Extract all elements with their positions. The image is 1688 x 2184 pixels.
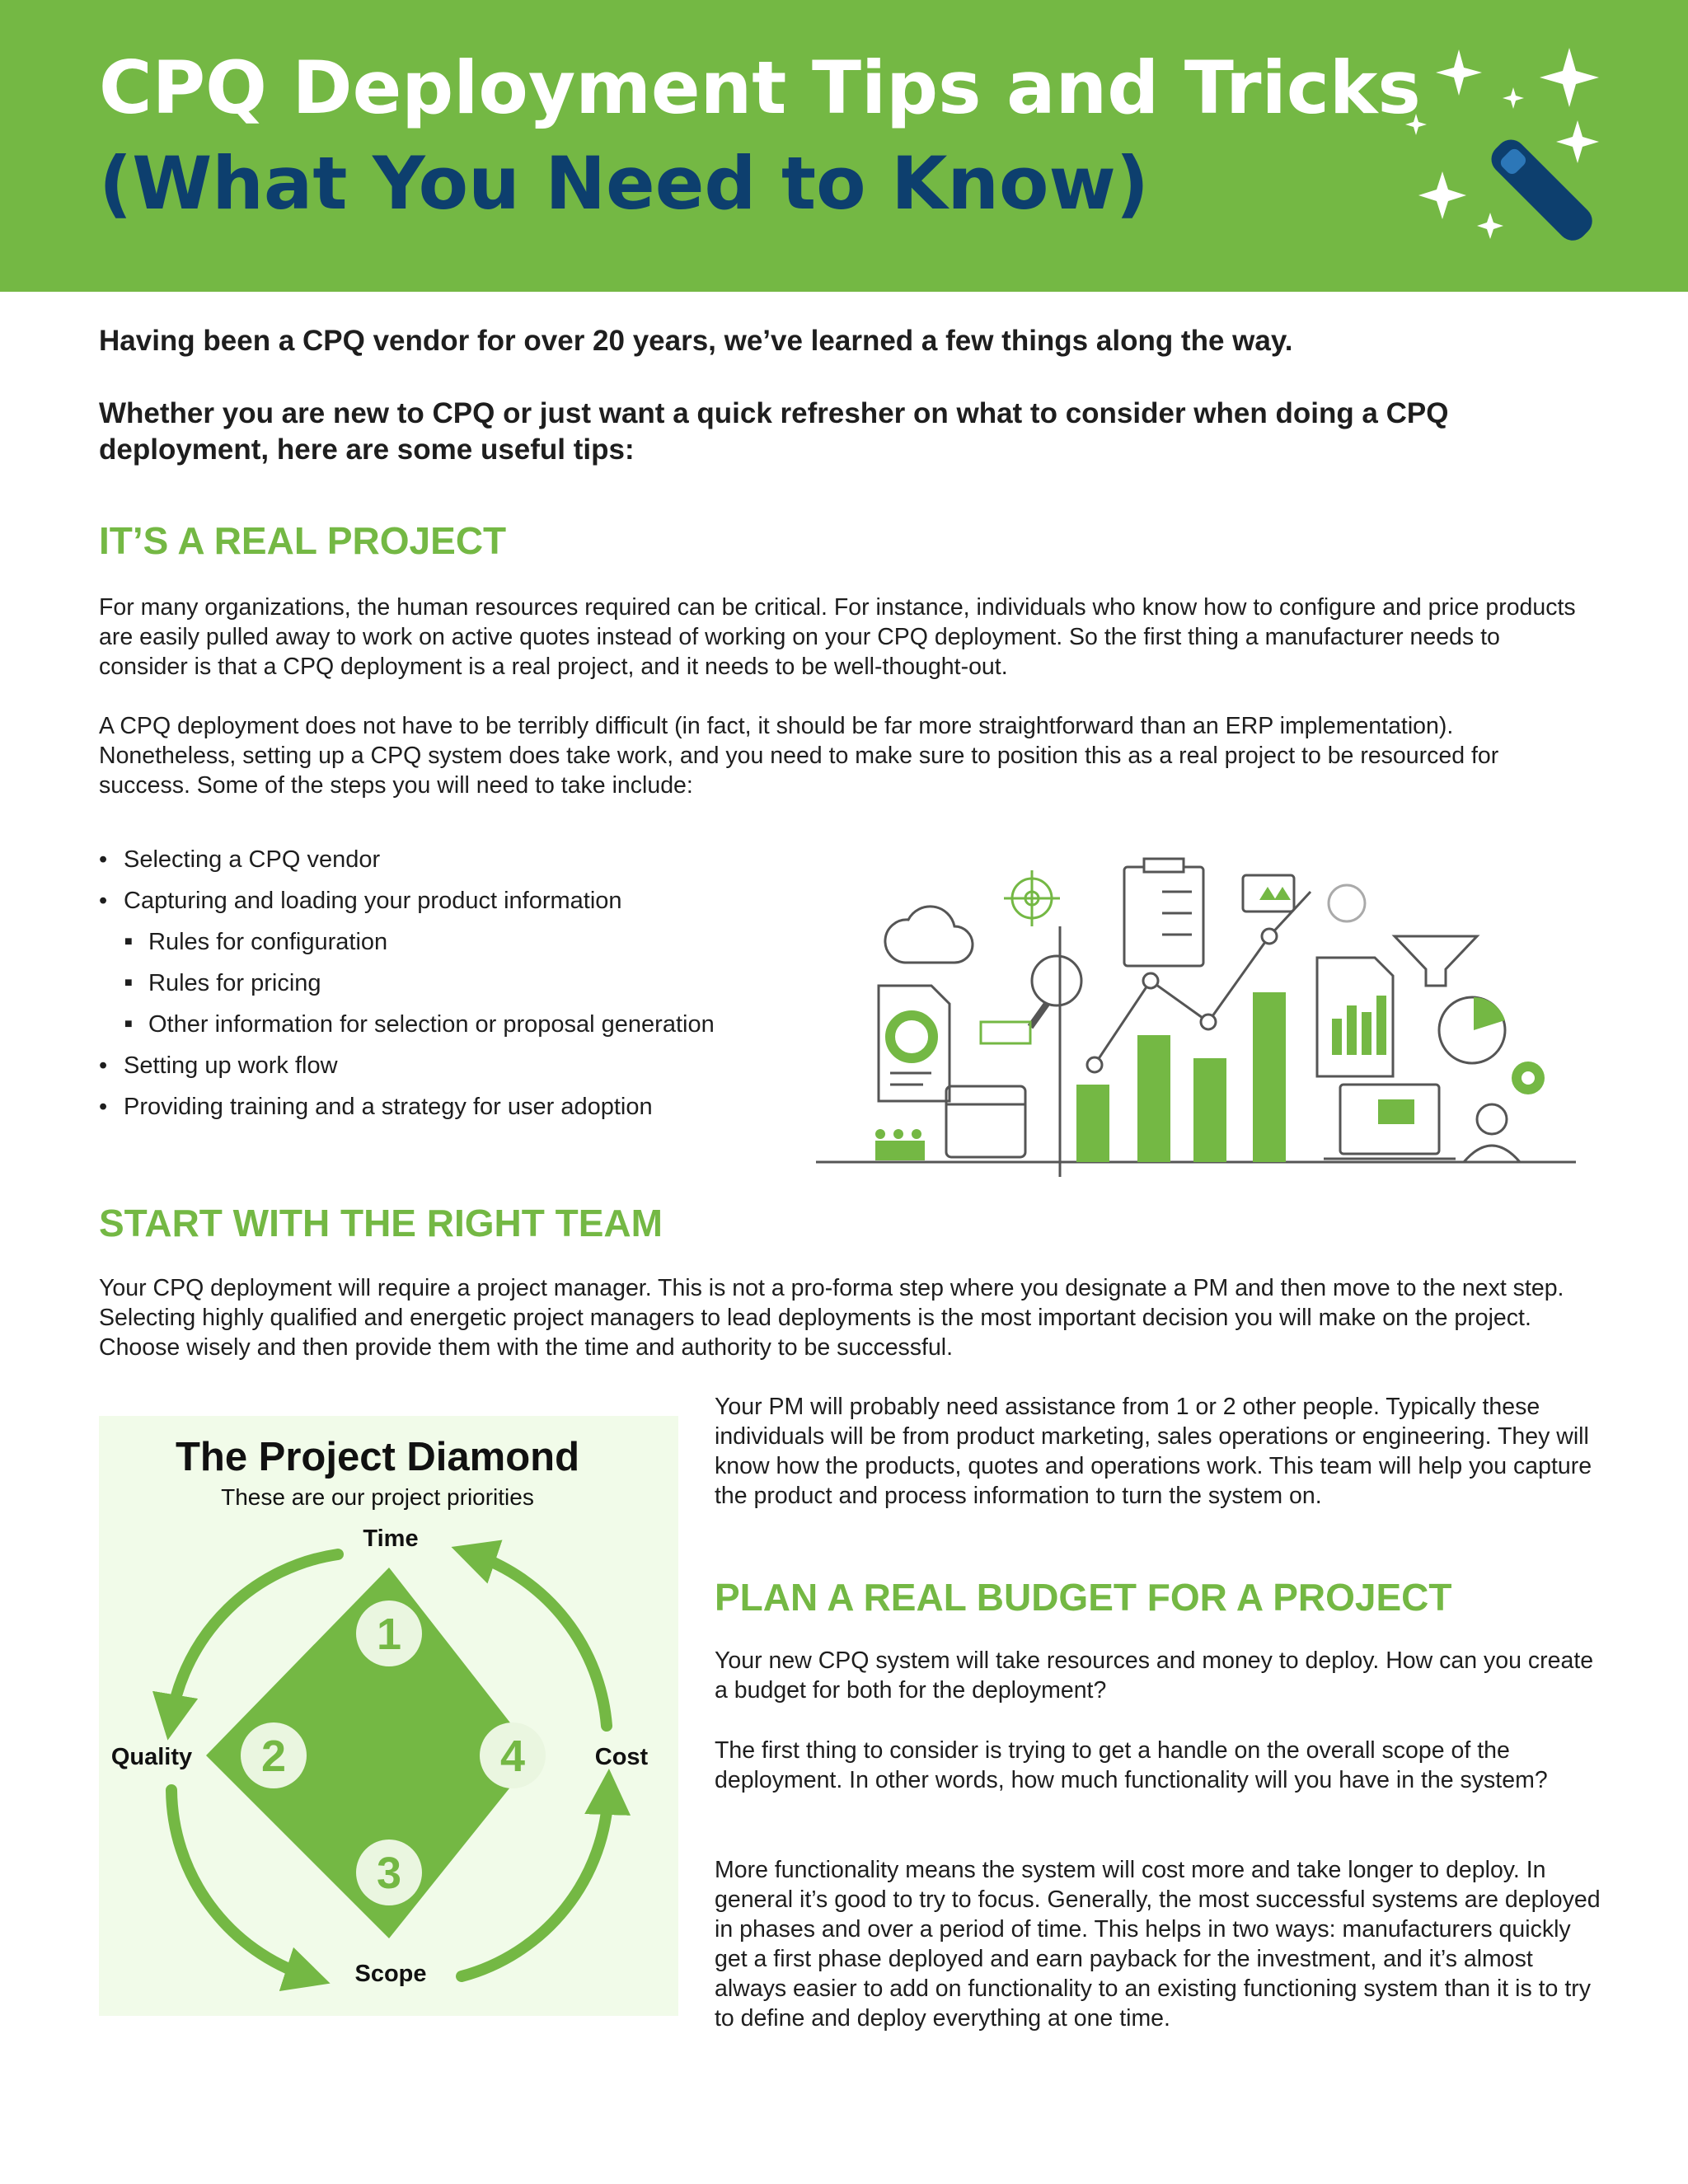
list-subitem: ■ Rules for configuration [99,921,715,963]
page-title: CPQ Deployment Tips and Tricks [99,45,1421,130]
diagram-subtitle: These are our project priorities [221,1484,534,1510]
analytics-illustration [808,821,1582,1183]
diamond-number-2: 2 [260,1732,287,1781]
intro-line-2: Whether you are new to CPQ or just want a quick refresher on what to consider when doing a CPQ deployment, here are some useful tips: [99,397,1449,466]
diamond-label-quality: Quality [110,1744,193,1770]
list-item: • Setting up work flow [99,1045,715,1086]
section3-paragraph-3: More functionality means the system will cost more and take longer to deploy. In general it’s good to try to focus. Generally, the most successful systems are deployed in phases and over a period of time. This helps in two ways: manufacturers quickly get a first phase deployed and earn payback for the investment, and it’s almost always easier to add on functionality to an existing functioning system than it is to try to define and deploy everything at one time. [715,1857,1601,2032]
section2-paragraph-2: Your PM will probably need assistance from 1 or 2 other people. Typically these individuals will be from product marketing, sales operations or engineering. They will know how the products, quotes and operations work. This team will help you capture the product and process information to turn the system on. [715,1394,1592,1509]
header-banner [0,0,1688,292]
section2-paragraph-1: Your CPQ deployment will require a project manager. This is not a pro-forma step where you designate a PM and then move to the next step. Selecting highly qualified and energetic project managers to lead deployments is the most important decision you will make on the project. Choose wisely and then provide them with the time and authority to be successful. [99,1275,1564,1361]
project-diamond-diagram [99,1416,678,2016]
steps-list [99,839,715,1127]
diamond-number-1: 1 [376,1610,402,1659]
section3-paragraph-2: The first thing to consider is trying to get a handle on the overall scope of the deployment. In other words, how much functionality will you have in the system? [715,1737,1548,1793]
list-subitem: ■ Rules for pricing [99,963,715,1004]
magnifier-icon [1030,956,1081,1027]
diamond-label-scope: Scope [354,1961,427,1987]
funnel-icon [1395,936,1477,986]
section-heading-real-project: IT’S A REAL PROJECT [99,519,507,562]
section-heading-right-team: START WITH THE RIGHT TEAM [99,1202,663,1244]
list-item: • Capturing and loading your product information [99,880,715,921]
intro-line-1: Having been a CPQ vendor for over 20 years, we’ve learned a few things along the way. [99,325,1293,357]
diagram-title: The Project Diamond [175,1435,580,1479]
section-heading-budget: PLAN A REAL BUDGET FOR A PROJECT [715,1576,1452,1619]
document-chart-icon [879,986,950,1101]
gear-icon [1329,885,1365,921]
section1-paragraph-2: A CPQ deployment does not have to be terribly difficult (in fact, it should be far more straightforward than an ERP implementation). Nonetheless, setting up a CPQ system does take work, and you need to make sure to position this as a real project to be resourced for success. Some of the steps you will need to take include: [99,713,1499,799]
diamond-label-cost: Cost [594,1744,649,1770]
section3-paragraph-1: Your new CPQ system will take resources and money to deploy. How can you create a budget for both for the deployment? [715,1647,1594,1704]
list-subitem: ■ Other information for selection or proposal generation [99,1004,715,1045]
list-item: • Providing training and a strategy for user adoption [99,1086,715,1127]
arrow-cost-to-time [473,1554,607,1726]
page-subtitle: (What You Need to Know) [99,141,1150,226]
list-item: • Selecting a CPQ vendor [99,839,715,880]
clipboard-checklist-icon [1124,859,1203,966]
section1-paragraph-1: For many organizations, the human resources required can be critical. For instance, individuals who know how to configure and price products are easily pulled away to work on active quotes instead of working on your CPQ deployment. So the first thing a manufacturer needs to consider is that a CPQ deployment is a real project, and it needs to be well-thought-out. [99,594,1576,680]
diamond-number-4: 4 [499,1732,526,1781]
cloud-icon [885,907,973,963]
calendar-icon [946,1086,1025,1157]
diamond-number-3: 3 [376,1849,402,1898]
target-icon [1004,870,1060,926]
diamond-label-time: Time [363,1526,419,1552]
magic-wand-icon [1393,33,1624,264]
person-icon [1464,1104,1520,1162]
